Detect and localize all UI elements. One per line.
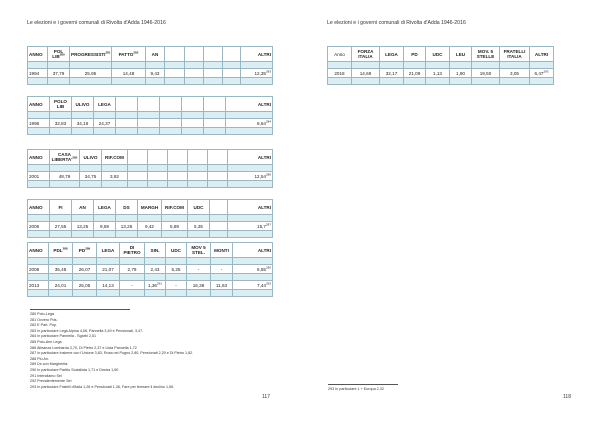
col-ulivo: ULIVO bbox=[72, 97, 94, 112]
year-cell: 2006 bbox=[28, 222, 50, 231]
table-header-row bbox=[28, 243, 273, 258]
footnote: 288 Più An. bbox=[30, 356, 49, 361]
altri-cell: 6,47$^{293}$ bbox=[530, 69, 554, 78]
altri-cell: 15,7$^{287}$ bbox=[228, 222, 273, 231]
value-cell: 24,37 bbox=[94, 119, 116, 128]
table-row bbox=[28, 69, 273, 78]
col-anno: ANNO bbox=[28, 97, 50, 112]
col-an: AN bbox=[72, 200, 94, 215]
col-rif-com: RIF.COM bbox=[102, 150, 128, 165]
value-cell: - bbox=[166, 281, 187, 290]
value-cell: 3,92 bbox=[102, 172, 128, 181]
col-progressisti: PROGRESSISTI$^{281}$ bbox=[70, 47, 112, 62]
table-header-row bbox=[28, 200, 273, 215]
footnote: 280 Polo-Lega bbox=[30, 312, 54, 316]
col-udc: UDC bbox=[188, 200, 210, 215]
col-anno: Anno bbox=[328, 47, 352, 62]
value-cell: 14,13 bbox=[97, 281, 120, 290]
year-cell: 2001 bbox=[28, 172, 50, 181]
col-di-pietro: DI PIETRO bbox=[120, 243, 145, 258]
col-altri: ALTRI bbox=[228, 150, 273, 165]
altri-cell: 6,55$^{290}$ bbox=[233, 265, 273, 274]
col-altri: ALTRI bbox=[226, 97, 273, 112]
year-cell: 2008 bbox=[28, 265, 49, 274]
value-cell: 5,35 bbox=[188, 222, 210, 231]
footnote-right: 293 In particolare 1 + Europa 2,32 bbox=[328, 387, 384, 391]
results-table-2008-2013 bbox=[27, 242, 273, 297]
col-lega: LEGA bbox=[94, 97, 116, 112]
col-lega: LEGA bbox=[94, 200, 116, 215]
col-udc: UDC bbox=[166, 243, 187, 258]
col-altri: ALTRI bbox=[530, 47, 554, 62]
footnote-rule bbox=[328, 384, 398, 385]
col-monti: MONTI bbox=[211, 243, 233, 258]
value-cell: 48,79 bbox=[50, 172, 80, 181]
value-cell: 14,69 bbox=[352, 69, 380, 78]
value-cell: 35,48 bbox=[49, 265, 73, 274]
value-cell: 32,83 bbox=[50, 119, 72, 128]
col-rif-com: RIF.COM bbox=[162, 200, 188, 215]
value-cell: - bbox=[211, 265, 233, 274]
col-ds: DS bbox=[116, 200, 138, 215]
table-row bbox=[28, 119, 273, 128]
running-header-left: Le elezioni e i governi comunali di Rivolta d'Adda 1946-2016 bbox=[27, 20, 166, 26]
altri-cell: 7,44$^{292}$ bbox=[233, 281, 273, 290]
table-row bbox=[28, 265, 273, 274]
value-cell: 27,55 bbox=[50, 222, 72, 231]
value-cell: 9,43 bbox=[146, 69, 165, 78]
year-cell: 2018 bbox=[328, 69, 352, 78]
col-sin: SIN. bbox=[145, 243, 166, 258]
col-fratelli-italia: FRATELLI ITALIA bbox=[500, 47, 530, 62]
col-ulivo: ULIVO bbox=[80, 150, 102, 165]
col-anno: ANNO bbox=[28, 150, 50, 165]
footnote: 287 In particolare Insieme con l'Unione 3,83, Rosa nel Pugno 2,80, Pensionati 2,20 e Di Pietro 1,82. bbox=[30, 351, 194, 356]
footnote: 284 In particolare Pannella - Sgarbi 2,51 bbox=[30, 334, 97, 339]
value-cell: 25,95 bbox=[70, 69, 112, 78]
value-cell: 11,63 bbox=[211, 281, 233, 290]
col-mov-5-stelle: MOV. 5 STELLE bbox=[472, 47, 500, 62]
value-cell: 32,17 bbox=[380, 69, 404, 78]
col-altri: ALTRI bbox=[241, 47, 273, 62]
value-cell: 9,59 bbox=[94, 222, 116, 231]
col-casa-liberta: CASA $LIBERTA'^{285}$ bbox=[50, 150, 80, 165]
footnote: 292 Prevalentemente Sel bbox=[30, 379, 72, 384]
col-anno: ANNO bbox=[28, 243, 49, 258]
col-pdl: PDL$^{288}$ bbox=[49, 243, 73, 258]
footnote: 282 E Part. Pop. bbox=[30, 323, 58, 328]
col-patto: PATTO$^{282}$ bbox=[112, 47, 146, 62]
table-header-row bbox=[28, 47, 273, 62]
table-row bbox=[28, 172, 273, 181]
footnote: 283 In particolare Lega Alpina 4,06, Pannella 3,49 e Pensionati, 3,47. bbox=[30, 328, 144, 333]
value-cell: 26,07 bbox=[73, 265, 97, 274]
table-row bbox=[328, 69, 554, 78]
value-cell: 2,79 bbox=[120, 265, 145, 274]
col-lega: LEGA bbox=[380, 47, 404, 62]
results-table-2006 bbox=[27, 199, 273, 238]
col-mov-5-stel: MOV 5 STEL. bbox=[187, 243, 211, 258]
col-anno: ANNO bbox=[28, 200, 50, 215]
col-polo-lib: POLO LIB bbox=[50, 97, 72, 112]
value-cell: - bbox=[187, 265, 211, 274]
table-header-row bbox=[28, 150, 273, 165]
altri-cell: 12,35$^{283}$ bbox=[241, 69, 273, 78]
value-cell: 37,79 bbox=[48, 69, 70, 78]
results-table-1996 bbox=[27, 96, 273, 135]
value-cell: 21,09 bbox=[404, 69, 426, 78]
value-cell: 16,38 bbox=[187, 281, 211, 290]
col-fi: FI bbox=[50, 200, 72, 215]
footnotes bbox=[30, 312, 193, 390]
value-cell: 9,42 bbox=[138, 222, 162, 231]
value-cell: 2,43 bbox=[145, 265, 166, 274]
col-lega: LEGA bbox=[97, 243, 120, 258]
value-cell: 34,75 bbox=[80, 172, 102, 181]
altri-cell: 12,54$^{286}$ bbox=[228, 172, 273, 181]
year-cell: 1996 bbox=[28, 119, 50, 128]
col-pd: PD bbox=[404, 47, 426, 62]
page-number-left: 117 bbox=[262, 394, 270, 400]
results-table-2001 bbox=[27, 149, 273, 188]
table-header-row bbox=[328, 47, 554, 62]
value-cell: 5,25 bbox=[166, 265, 187, 274]
altri-cell: 8,64$^{284}$ bbox=[226, 119, 273, 128]
value-cell: 34,16 bbox=[72, 119, 94, 128]
table-header-row bbox=[28, 97, 273, 112]
footnote: 291 Intendiamo Sel bbox=[30, 373, 62, 378]
value-cell: 24,01 bbox=[49, 281, 73, 290]
col-anno: ANNO bbox=[28, 47, 48, 62]
value-cell: - bbox=[120, 281, 145, 290]
page-number-right: 118 bbox=[563, 394, 571, 400]
running-header-right: Le elezioni e i governi comunali di Rivolta d'Adda 1946-2016 bbox=[327, 20, 466, 26]
col-pol-lib: POL LIB$^{280}$ bbox=[48, 47, 70, 62]
footnote: 293 In particolare Fratelli d'Italia 1,26 e Pensionati 1,36, Fare per fermare il declino 1,56. bbox=[30, 384, 175, 389]
results-table-1994 bbox=[27, 46, 273, 85]
footnote: 281 Ovvero Pds. bbox=[30, 317, 58, 322]
value-cell: 14,48 bbox=[112, 69, 146, 78]
results-table-2018 bbox=[327, 46, 554, 85]
footnote: 285 Polo-Ann Lega bbox=[30, 339, 62, 344]
col-margh: MARGH bbox=[138, 200, 162, 215]
col-forza-italia: FORZA ITALIA bbox=[352, 47, 380, 62]
col-an: AN bbox=[146, 47, 165, 62]
footnote: 286 Alleanza Lombarda 3,70, Di Pietro 2,37 e Lista Pannella 1,72 bbox=[30, 345, 137, 350]
col-altri: ALTRI bbox=[228, 200, 273, 215]
right-page bbox=[300, 0, 600, 424]
footnote-rule bbox=[30, 309, 130, 310]
year-cell: 2013 bbox=[28, 281, 49, 290]
table-row bbox=[28, 281, 273, 290]
col-pd: PD$^{289}$ bbox=[73, 243, 97, 258]
value-cell: 25,05 bbox=[73, 281, 97, 290]
value-cell: 19,50 bbox=[472, 69, 500, 78]
value-cell: 13,25 bbox=[116, 222, 138, 231]
value-cell: 5,89 bbox=[162, 222, 188, 231]
value-cell: 21,07 bbox=[97, 265, 120, 274]
col-altri: ALTRI bbox=[233, 243, 273, 258]
footnote: 289 Ds con Margherita. bbox=[30, 362, 69, 367]
footnote: 290 In particolare Partito Socialista 1,71 e Destra 1,60 bbox=[30, 367, 119, 372]
col-udc: UDC bbox=[426, 47, 450, 62]
value-cell: 1,90 bbox=[450, 69, 472, 78]
value-cell: 3,05 bbox=[500, 69, 530, 78]
value-cell: 13,25 bbox=[72, 222, 94, 231]
value-cell: 1,13 bbox=[426, 69, 450, 78]
table-row bbox=[28, 222, 273, 231]
year-cell: 1994 bbox=[28, 69, 48, 78]
col-leu: LEU bbox=[450, 47, 472, 62]
value-cell: 1,36$^{291}$ bbox=[145, 281, 166, 290]
